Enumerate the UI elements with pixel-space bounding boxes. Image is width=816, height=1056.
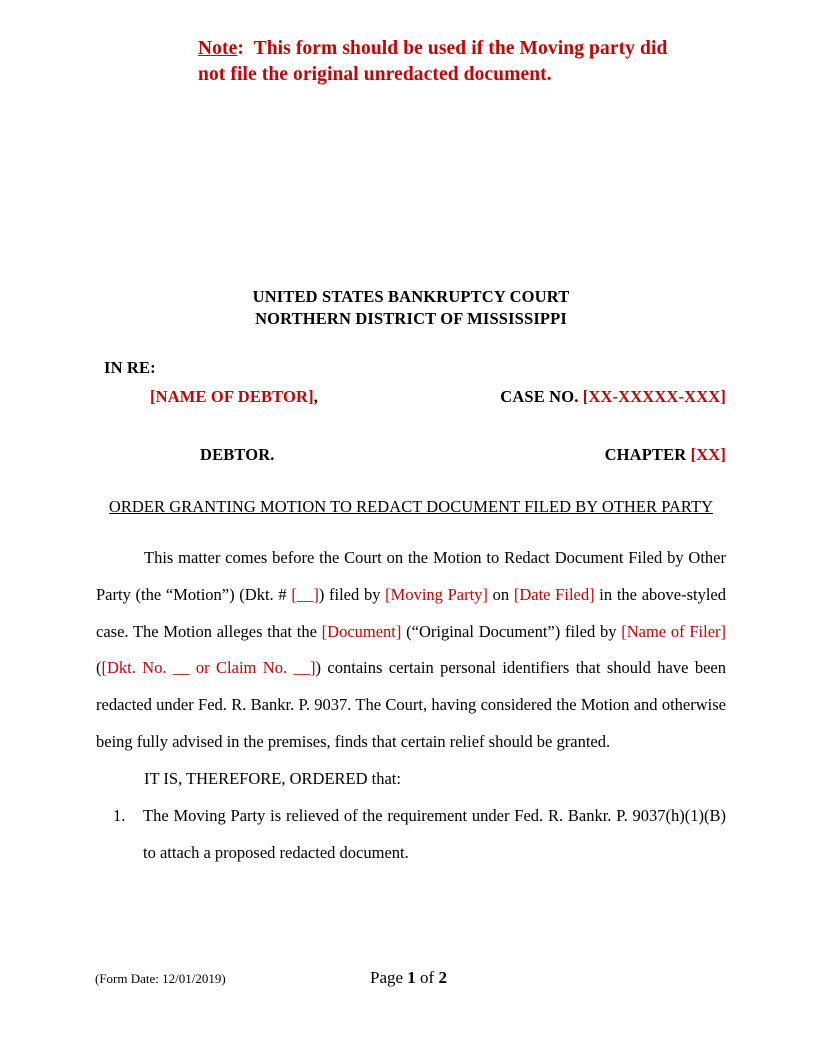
- body-paragraph-1: [96, 540, 726, 761]
- form-usage-note: [198, 36, 690, 88]
- body-seg-4: in the above-styled case. The Motion alleges that the: [96, 584, 727, 641]
- court-name-line: UNITED STATES BANKRUPTCY COURT: [252, 287, 570, 306]
- page-number-total: 2: [438, 968, 447, 987]
- body-seg-1: This matter comes before the Court on the Motion to Redact Document Filed by Other Party (the “Motion”) (Dkt. #: [96, 548, 726, 604]
- note-text: This form should be used if the Moving party did not file the original unredacted document.: [198, 38, 668, 85]
- ordered-clause: IT IS, THEREFORE, ORDERED that:: [144, 769, 401, 788]
- body-seg-3: on: [487, 584, 514, 604]
- debtor-name-comma: ,: [313, 387, 319, 406]
- moving-party-placeholder: [Moving Party]: [385, 584, 488, 604]
- body-seg-2: ) filed by: [318, 584, 386, 604]
- note-colon: :: [237, 38, 244, 59]
- date-filed-placeholder: [Date Filed]: [513, 584, 595, 604]
- case-no-placeholder: [XX-XXXXX-XXX]: [582, 387, 726, 406]
- page-word: Page: [370, 968, 408, 987]
- page-number-current: 1: [407, 968, 416, 987]
- order-title: [96, 497, 726, 517]
- document-placeholder: [Document]: [321, 621, 402, 641]
- chapter-field: [605, 445, 726, 465]
- dkt-number-blank: [__]: [291, 584, 319, 604]
- body-seg-5: (“Original Document”) filed by: [401, 621, 622, 641]
- name-of-filer-placeholder: [Name of Filer]: [621, 621, 727, 641]
- body-seg-7: ) contains certain personal identifiers that should have been redacted under Fed. R. Bankr. P. 9037. The Court, having considered the Motion and otherwise being fully advised in the premises, finds that certain relief should be granted.: [96, 658, 726, 751]
- dkt-or-claim-placeholder: [Dkt. No. __ or Claim No. __]: [101, 658, 316, 678]
- relief-item-1: [96, 798, 726, 872]
- case-number-field: [500, 387, 726, 407]
- note-label: Note: [198, 38, 238, 59]
- chapter-label: CHAPTER: [604, 445, 691, 464]
- court-district-line: NORTHERN DISTRICT OF MISSISSIPPI: [255, 308, 567, 328]
- page-number-footer: [370, 968, 447, 988]
- court-heading: [96, 286, 726, 329]
- debtor-label: DEBTOR.: [200, 445, 275, 464]
- form-date-footer: (Form Date: 12/01/2019): [95, 971, 226, 986]
- order-body: [96, 540, 726, 761]
- chapter-placeholder: [XX]: [690, 445, 726, 464]
- relief-items-list: [96, 798, 726, 872]
- order-title-text: ORDER GRANTING MOTION TO REDACT DOCUMENT FILED BY OTHER PARTY: [108, 497, 714, 516]
- relief-item-1-number: 1.: [113, 806, 126, 825]
- body-seg-6: (: [96, 658, 102, 678]
- relief-item-1-text: The Moving Party is relieved of the requirement under Fed. R. Bankr. P. 9037(h)(1)(B) to attach a proposed redacted document.: [143, 806, 726, 862]
- debtor-name-placeholder: [NAME OF DEBTOR]: [150, 387, 314, 406]
- debtor-name-field: [150, 387, 318, 407]
- case-no-label: CASE NO.: [500, 387, 583, 406]
- page-of-word: of: [415, 968, 439, 987]
- in-re-label: IN RE:: [104, 358, 156, 377]
